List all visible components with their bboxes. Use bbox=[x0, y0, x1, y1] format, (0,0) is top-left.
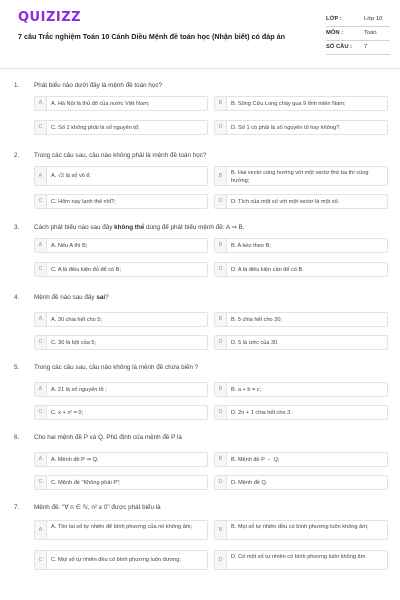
option-letter: D bbox=[215, 195, 227, 208]
option-text: A. √2 là số vô tỉ; bbox=[51, 173, 91, 179]
option-a[interactable] bbox=[34, 382, 208, 397]
option-text: C. x + x² = 0; bbox=[51, 410, 84, 416]
option-a[interactable] bbox=[34, 238, 208, 253]
option-a[interactable] bbox=[34, 312, 208, 327]
option-text: D. Mệnh đề Q. bbox=[231, 480, 268, 486]
option-text: B. Mọi số tự nhiên đều có bình phương luôn không âm; bbox=[231, 524, 369, 530]
meta-value: Toán bbox=[364, 30, 377, 36]
option-text: A. Mệnh đề P ⇒ Q; bbox=[51, 457, 99, 463]
option-text: A. Tồn tại số tự nhiên để bình phương của nó không âm; bbox=[51, 524, 193, 530]
option-b[interactable] bbox=[214, 520, 388, 540]
option-letter: C bbox=[35, 551, 47, 569]
option-letter: A bbox=[35, 453, 47, 466]
option-letter: D bbox=[215, 551, 227, 569]
question-text: Mệnh đề: "∀ n ∈ ℕ, n² ≥ 0" được phát biểu là bbox=[34, 504, 161, 511]
option-text: D. 5 là ước của 30. bbox=[231, 340, 279, 346]
option-letter: D bbox=[215, 263, 227, 276]
option-d[interactable] bbox=[214, 335, 388, 350]
option-text: B. A kéo theo B; bbox=[231, 243, 271, 249]
option-letter: C bbox=[35, 406, 47, 419]
worksheet-meta bbox=[326, 13, 390, 55]
option-a[interactable] bbox=[34, 96, 208, 111]
option-text: A. Hà Nội là thủ đô của nước Việt Nam; bbox=[51, 101, 150, 107]
question-number: 2. bbox=[14, 152, 20, 159]
question-text: Cho hai mệnh đề P và Q. Phủ định của mệnh đề P là bbox=[34, 434, 182, 441]
option-text: D. A là điều kiện cần để có B. bbox=[231, 267, 304, 273]
question-text-part: ? bbox=[105, 294, 109, 301]
worksheet-title: 7 câu Trắc nghiệm Toán 10 Cánh Diều Mệnh đề toán học (Nhận biết) có đáp án bbox=[18, 32, 286, 41]
option-text: B. Hai vectơ cùng hướng với một vectơ thứ ba thì cùng hướng; bbox=[231, 170, 369, 184]
question-number: 7. bbox=[14, 504, 20, 511]
option-letter: B bbox=[215, 453, 227, 466]
header-divider bbox=[0, 68, 400, 69]
option-a[interactable] bbox=[34, 166, 208, 186]
option-letter: A bbox=[35, 239, 47, 252]
option-b[interactable] bbox=[214, 452, 388, 467]
question-text bbox=[34, 224, 384, 232]
option-letter: D bbox=[215, 336, 227, 349]
option-letter: B bbox=[215, 313, 227, 326]
question-text-emphasis: không thể bbox=[114, 224, 145, 231]
option-letter: D bbox=[215, 406, 227, 419]
option-a[interactable] bbox=[34, 452, 208, 467]
question-text: Trong các câu sau, câu nào không là mệnh đề chứa biến ? bbox=[34, 364, 199, 371]
option-text: D. 2n + 1 chia hết cho 3. bbox=[231, 410, 292, 416]
option-d[interactable] bbox=[214, 194, 388, 209]
worksheet-header bbox=[0, 0, 400, 66]
option-text: A. 30 chia hết cho 5; bbox=[51, 317, 102, 323]
option-b[interactable] bbox=[214, 382, 388, 397]
option-letter: A bbox=[35, 167, 47, 185]
option-c[interactable] bbox=[34, 262, 208, 277]
option-text: B. Mệnh đề P ⇔ Q; bbox=[231, 457, 280, 463]
option-b[interactable] bbox=[214, 312, 388, 327]
option-text: A. 21 là số nguyên tố ; bbox=[51, 387, 107, 393]
option-c[interactable] bbox=[34, 475, 208, 490]
question-text: Phát biểu nào dưới đây là mệnh đề toán học? bbox=[34, 82, 163, 89]
option-text: C. A là điều kiện đủ để có B; bbox=[51, 267, 121, 273]
option-letter: B bbox=[215, 383, 227, 396]
option-c[interactable] bbox=[34, 405, 208, 420]
option-letter: A bbox=[35, 97, 47, 110]
option-d[interactable] bbox=[214, 262, 388, 277]
meta-row-subject bbox=[326, 27, 390, 41]
option-letter: A bbox=[35, 313, 47, 326]
option-a[interactable] bbox=[34, 520, 208, 540]
option-text: A. Nếu A thì B; bbox=[51, 243, 88, 249]
option-letter: C bbox=[35, 336, 47, 349]
option-b[interactable] bbox=[214, 238, 388, 253]
question-number: 4. bbox=[14, 294, 20, 301]
option-c[interactable] bbox=[34, 335, 208, 350]
option-text: C. Mọi số tự nhiên đều có bình phương luôn dương; bbox=[51, 557, 181, 563]
question-text: Trong các câu sau, câu nào không phải là mệnh đề toán học? bbox=[34, 152, 207, 159]
question-number: 6. bbox=[14, 434, 20, 441]
option-letter: B bbox=[215, 97, 227, 110]
option-letter: B bbox=[215, 239, 227, 252]
option-c[interactable] bbox=[34, 120, 208, 135]
meta-row-question-count bbox=[326, 41, 390, 55]
option-d[interactable] bbox=[214, 120, 388, 135]
option-text: C. 30 là bội của 5; bbox=[51, 340, 97, 346]
option-d[interactable] bbox=[214, 550, 388, 570]
option-text: C. Mệnh đề "Không phải P"; bbox=[51, 480, 121, 486]
option-c[interactable] bbox=[34, 550, 208, 570]
meta-value: Lớp 10 bbox=[364, 16, 383, 22]
option-text: C. Số 1 không phải là số nguyên tố; bbox=[51, 125, 140, 131]
meta-label: SỐ CÂU : bbox=[326, 44, 353, 50]
option-text: D. Số 1 có phải là số nguyên tố hay không?. bbox=[231, 125, 341, 131]
option-d[interactable] bbox=[214, 405, 388, 420]
option-text: B. a + b = c; bbox=[231, 387, 262, 393]
option-text: B. 5 chia hết cho 30; bbox=[231, 317, 282, 323]
option-letter: C bbox=[35, 195, 47, 208]
option-c[interactable] bbox=[34, 194, 208, 209]
question-text-part: dùng để phát biểu mệnh đề: A ⇒ B. bbox=[144, 224, 245, 231]
option-text: C. Hôm nay lạnh thế nhỉ?; bbox=[51, 199, 116, 205]
option-letter: B bbox=[215, 521, 227, 539]
option-d[interactable] bbox=[214, 475, 388, 490]
quizizz-logo: QUIZIZZ bbox=[18, 10, 82, 25]
meta-value: 7 bbox=[364, 44, 368, 50]
option-letter: D bbox=[215, 476, 227, 489]
meta-row-grade bbox=[326, 13, 390, 27]
question-number: 5. bbox=[14, 364, 20, 371]
question-number: 1. bbox=[14, 82, 20, 89]
option-letter: C bbox=[35, 263, 47, 276]
option-b[interactable] bbox=[214, 166, 388, 186]
question-text-part: Mệnh đề nào sau đây bbox=[34, 294, 97, 301]
option-letter: C bbox=[35, 121, 47, 134]
option-text: D. Tích của một số với một vectơ là một số. bbox=[231, 199, 340, 205]
option-letter: A bbox=[35, 521, 47, 539]
option-letter: B bbox=[215, 167, 227, 185]
option-letter: C bbox=[35, 476, 47, 489]
option-text: B. Sông Cửu Long chảy qua 9 tỉnh miền Nam; bbox=[231, 101, 346, 107]
option-b[interactable] bbox=[214, 96, 388, 111]
option-letter: A bbox=[35, 383, 47, 396]
question-number: 3. bbox=[14, 224, 20, 231]
meta-label: LỚP : bbox=[326, 16, 342, 22]
option-text: D. Có một số tự nhiên có bình phương luôn không âm. bbox=[231, 554, 367, 560]
question-text-emphasis: sai bbox=[96, 294, 106, 301]
meta-label: MÔN : bbox=[326, 30, 344, 36]
question-text bbox=[34, 294, 384, 302]
option-letter: D bbox=[215, 121, 227, 134]
question-text-part: Cách phát biểu nào sau đây bbox=[34, 224, 115, 231]
